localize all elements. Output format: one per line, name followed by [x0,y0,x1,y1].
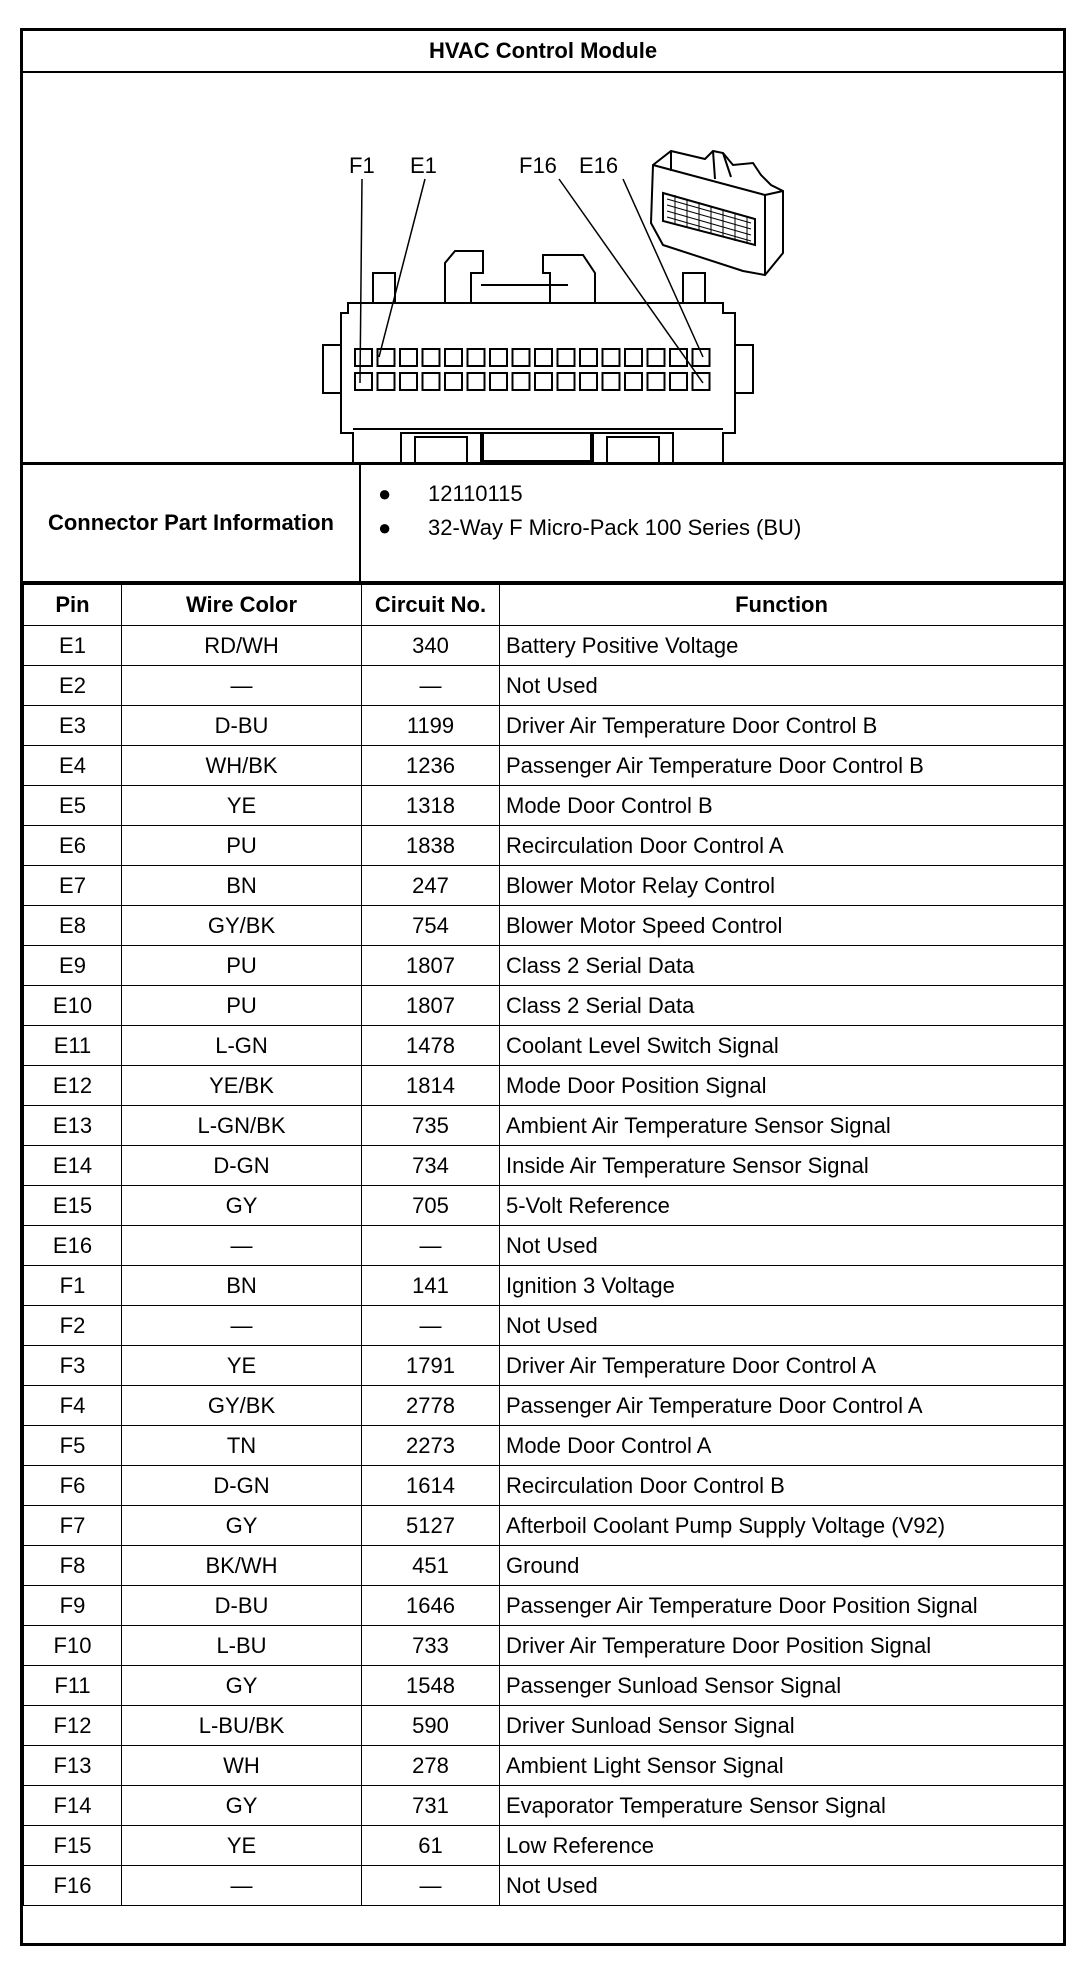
table-row [24,1746,1064,1786]
function-cell: Not Used [500,666,1064,706]
pin-cavity [423,373,440,390]
connector-diagram [23,73,1063,465]
function-cell: Mode Door Control B [500,786,1064,826]
pin-cell: E6 [24,826,122,866]
connector-key [483,433,591,461]
table-row [24,1786,1064,1826]
pin-cavity [445,373,462,390]
wire-color-cell: D-GN [122,1146,362,1186]
wire-color-cell: YE [122,1346,362,1386]
table-row [24,1706,1064,1746]
connector-thumbnail-pins [667,195,751,244]
function-cell: Evaporator Temperature Sensor Signal [500,1786,1064,1826]
table-row [24,1466,1064,1506]
pin-cell: E11 [24,1026,122,1066]
table-row [24,946,1064,986]
connector-side-tab-right [735,345,753,393]
wire-color-cell: YE [122,1826,362,1866]
table-row [24,1666,1064,1706]
circuit-no-cell: — [362,1306,500,1346]
circuit-no-cell: 1199 [362,706,500,746]
circuit-no-cell: 1807 [362,946,500,986]
table-row [24,1346,1064,1386]
wire-color-cell: L-GN [122,1026,362,1066]
table-row [24,1826,1064,1866]
circuit-no-cell: 754 [362,906,500,946]
pin-cell: F7 [24,1506,122,1546]
circuit-no-cell: 705 [362,1186,500,1226]
table-row [24,906,1064,946]
circuit-no-cell: 1478 [362,1026,500,1066]
wire-color-cell: WH/BK [122,746,362,786]
pin-cavity [648,349,665,366]
function-cell: Not Used [500,1866,1064,1906]
bullet-icon: ● [378,515,392,540]
wire-color-cell: — [122,1306,362,1346]
pin-cell: E16 [24,1226,122,1266]
wire-color-cell: D-BU [122,1586,362,1626]
pin-cavity [603,349,620,366]
pin-cavity [558,373,575,390]
function-cell: Blower Motor Relay Control [500,866,1064,906]
function-cell: Ambient Light Sensor Signal [500,1746,1064,1786]
function-cell: Recirculation Door Control A [500,826,1064,866]
circuit-no-cell: 735 [362,1106,500,1146]
pin-cavity [423,349,440,366]
wire-color-cell: TN [122,1426,362,1466]
connector-side-tab-left [323,345,341,393]
pin-cell: E2 [24,666,122,706]
function-cell: Ignition 3 Voltage [500,1266,1064,1306]
function-cell: Driver Sunload Sensor Signal [500,1706,1064,1746]
pin-cell: F4 [24,1386,122,1426]
pin-cell: E4 [24,746,122,786]
header-wire-color: Wire Color [122,585,362,626]
table-row [24,1506,1064,1546]
table-row [24,1626,1064,1666]
function-cell: Passenger Air Temperature Door Control A [500,1386,1064,1426]
connector-latch-mid-right [543,255,595,303]
wire-color-cell: GY/BK [122,906,362,946]
pin-cavity [558,349,575,366]
pin-cell: F11 [24,1666,122,1706]
pin-cell: F15 [24,1826,122,1866]
table-row [24,786,1064,826]
pin-cavity [535,373,552,390]
label-f16: F16 [519,153,557,178]
pin-cell: F16 [24,1866,122,1906]
circuit-no-cell: 734 [362,1146,500,1186]
table-row [24,1146,1064,1186]
table-row [24,1266,1064,1306]
label-e16: E16 [579,153,619,178]
pin-cell: F8 [24,1546,122,1586]
pin-cavity [513,349,530,366]
table-row [24,1546,1064,1586]
connector-window-right-inner [607,437,659,463]
pin-cell: F10 [24,1626,122,1666]
circuit-no-cell: 1548 [362,1666,500,1706]
circuit-no-cell: 1807 [362,986,500,1026]
circuit-no-cell: 340 [362,626,500,666]
pin-cavity [468,349,485,366]
function-cell: Battery Positive Voltage [500,626,1064,666]
pin-cell: E7 [24,866,122,906]
header-circuit-no: Circuit No. [362,585,500,626]
function-cell: Afterboil Coolant Pump Supply Voltage (V92) [500,1506,1064,1546]
pin-cell: F6 [24,1466,122,1506]
pin-cell: E15 [24,1186,122,1226]
function-cell: Driver Air Temperature Door Control B [500,706,1064,746]
header-pin: Pin [24,585,122,626]
pin-cell: F14 [24,1786,122,1826]
pin-cavity [355,373,372,390]
connector-description: ● 32-Way F Micro-Pack 100 Series (BU) [378,511,801,545]
table-row [24,626,1064,666]
page-title: HVAC Control Module [23,31,1063,73]
pinout-sheet [20,28,1066,1946]
pin-cell: F13 [24,1746,122,1786]
wire-color-cell: — [122,1866,362,1906]
circuit-no-cell: — [362,666,500,706]
function-cell: Ambient Air Temperature Sensor Signal [500,1106,1064,1146]
pin-cavity [355,349,372,366]
pin-cavity [625,349,642,366]
wire-color-cell: BN [122,1266,362,1306]
function-cell: Inside Air Temperature Sensor Signal [500,1146,1064,1186]
function-cell: Class 2 Serial Data [500,986,1064,1026]
circuit-no-cell: 5127 [362,1506,500,1546]
table-row [24,1106,1064,1146]
pin-cavity [400,349,417,366]
function-cell: Mode Door Position Signal [500,1066,1064,1106]
function-cell: Mode Door Control A [500,1426,1064,1466]
circuit-no-cell: — [362,1866,500,1906]
wire-color-cell: PU [122,986,362,1026]
circuit-no-cell: 278 [362,1746,500,1786]
pin-cavity [693,373,710,390]
wire-color-cell: BN [122,866,362,906]
connector-latch-mid-left [445,251,483,303]
pin-cavity [445,349,462,366]
circuit-no-cell: 247 [362,866,500,906]
leader-e1 [379,179,425,357]
circuit-no-cell: 731 [362,1786,500,1826]
connector-latch-right [683,273,705,303]
function-cell: Ground [500,1546,1064,1586]
pin-cavity [603,373,620,390]
wire-color-cell: L-GN/BK [122,1106,362,1146]
bullet-icon: ● [378,481,392,506]
function-cell: Passenger Sunload Sensor Signal [500,1666,1064,1706]
table-row [24,1306,1064,1346]
pin-cavity [648,373,665,390]
wire-color-cell: BK/WH [122,1546,362,1586]
circuit-no-cell: 1838 [362,826,500,866]
wire-color-cell: RD/WH [122,626,362,666]
table-row [24,746,1064,786]
wire-color-cell: GY/BK [122,1386,362,1426]
pin-cavity [513,373,530,390]
header-function: Function [500,585,1064,626]
pin-cell: E1 [24,626,122,666]
function-cell: Recirculation Door Control B [500,1466,1064,1506]
pin-cell: E14 [24,1146,122,1186]
table-row [24,986,1064,1026]
wire-color-cell: PU [122,946,362,986]
table-row [24,1426,1064,1466]
wire-color-cell: PU [122,826,362,866]
circuit-no-cell: 451 [362,1546,500,1586]
function-cell: 5-Volt Reference [500,1186,1064,1226]
circuit-no-cell: 590 [362,1706,500,1746]
pin-cavity [580,373,597,390]
function-cell: Not Used [500,1306,1064,1346]
pin-cavity [535,349,552,366]
pin-cell: E8 [24,906,122,946]
pin-cavity [400,373,417,390]
pin-cavity [378,373,395,390]
table-row [24,1586,1064,1626]
wire-color-cell: GY [122,1666,362,1706]
pin-cavity [490,373,507,390]
pin-cell: F3 [24,1346,122,1386]
label-e1: E1 [410,153,437,178]
circuit-no-cell: 2778 [362,1386,500,1426]
wire-color-cell: GY [122,1186,362,1226]
connector-part-info [23,465,1063,584]
pin-cell: E12 [24,1066,122,1106]
table-row [24,1386,1064,1426]
wire-color-cell: GY [122,1786,362,1826]
pinout-table [23,584,1064,1906]
connector-window-left-inner [415,437,467,463]
connector-part-info-label: Connector Part Information [23,465,361,581]
pin-cell: F2 [24,1306,122,1346]
label-f1: F1 [349,153,375,178]
function-cell: Passenger Air Temperature Door Control B [500,746,1064,786]
pin-cell: F5 [24,1426,122,1466]
wire-color-cell: — [122,1226,362,1266]
function-cell: Coolant Level Switch Signal [500,1026,1064,1066]
pin-cavity [468,373,485,390]
wire-color-cell: L-BU [122,1626,362,1666]
pin-cell: E5 [24,786,122,826]
function-cell: Driver Air Temperature Door Control A [500,1346,1064,1386]
table-row [24,1866,1064,1906]
circuit-no-cell: 1791 [362,1346,500,1386]
wire-color-cell: — [122,666,362,706]
pin-cavity [670,373,687,390]
pin-cavities [355,349,710,390]
pin-cell: F1 [24,1266,122,1306]
circuit-no-cell: 1614 [362,1466,500,1506]
table-row [24,666,1064,706]
table-row [24,1066,1064,1106]
pin-cell: E13 [24,1106,122,1146]
function-cell: Not Used [500,1226,1064,1266]
circuit-no-cell: 1318 [362,786,500,826]
circuit-no-cell: 1646 [362,1586,500,1626]
wire-color-cell: D-BU [122,706,362,746]
table-row [24,1186,1064,1226]
table-header-row [24,585,1064,626]
circuit-no-cell: 1236 [362,746,500,786]
connector-part-number: ● 12110115 [378,477,801,511]
circuit-no-cell: — [362,1226,500,1266]
circuit-no-cell: 2273 [362,1426,500,1466]
function-cell: Passenger Air Temperature Door Position Signal [500,1586,1064,1626]
pin-cell: F9 [24,1586,122,1626]
connector-part-list [378,477,801,545]
wire-color-cell: YE [122,786,362,826]
circuit-no-cell: 733 [362,1626,500,1666]
table-row [24,826,1064,866]
function-cell: Driver Air Temperature Door Position Signal [500,1626,1064,1666]
pin-cell: E3 [24,706,122,746]
pin-cell: F12 [24,1706,122,1746]
pin-cell: E10 [24,986,122,1026]
connector-latch-left [373,273,395,303]
table-row [24,1026,1064,1066]
pin-cavity [490,349,507,366]
function-cell: Class 2 Serial Data [500,946,1064,986]
circuit-no-cell: 141 [362,1266,500,1306]
pin-cavity [580,349,597,366]
wire-color-cell: GY [122,1506,362,1546]
circuit-no-cell: 61 [362,1826,500,1866]
table-row [24,706,1064,746]
table-row [24,866,1064,906]
pin-cavity [625,373,642,390]
circuit-no-cell: 1814 [362,1066,500,1106]
wire-color-cell: L-BU/BK [122,1706,362,1746]
function-cell: Blower Motor Speed Control [500,906,1064,946]
wire-color-cell: WH [122,1746,362,1786]
function-cell: Low Reference [500,1826,1064,1866]
pin-cell: E9 [24,946,122,986]
table-row [24,1226,1064,1266]
wire-color-cell: D-GN [122,1466,362,1506]
connector-drawing [23,73,1063,463]
wire-color-cell: YE/BK [122,1066,362,1106]
